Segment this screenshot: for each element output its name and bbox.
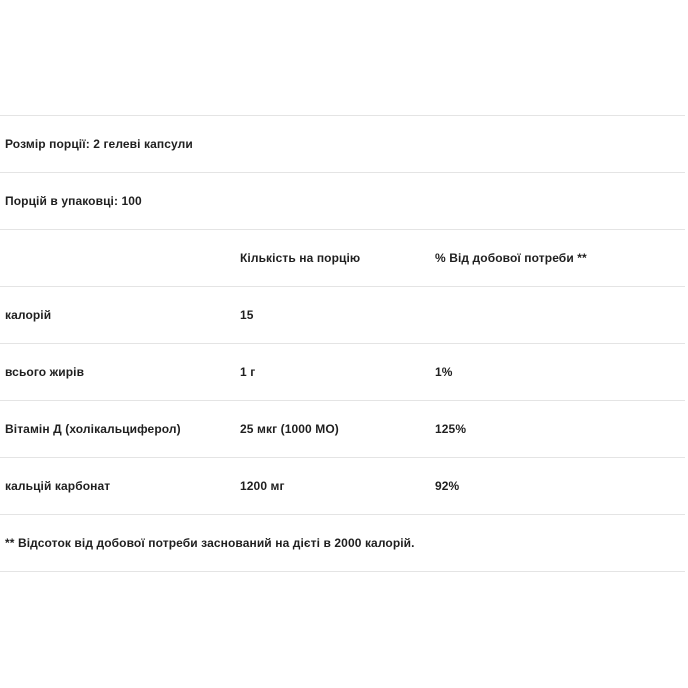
footnote-row	[0, 515, 685, 572]
header-amount: Кількість на порцію	[240, 251, 361, 265]
servings-per-container-row	[0, 173, 685, 230]
table-row	[0, 401, 685, 458]
table-row	[0, 458, 685, 515]
nutrient-name: Вітамін Д (холікальциферол)	[5, 422, 181, 436]
nutrient-daily-value: 1%	[435, 365, 453, 379]
table-row	[0, 287, 685, 344]
nutrient-name: кальцій карбонат	[5, 479, 111, 493]
nutrient-amount: 25 мкг (1000 МО)	[240, 422, 339, 436]
nutrient-name: калорій	[5, 308, 52, 322]
supplement-facts-table	[0, 115, 685, 572]
nutrient-amount: 1 г	[240, 365, 256, 379]
table-row	[0, 344, 685, 401]
serving-size-text: Розмір порції: 2 гелеві капсули	[5, 137, 193, 151]
nutrient-amount: 15	[240, 308, 254, 322]
nutrient-amount: 1200 мг	[240, 479, 285, 493]
table-header-row	[0, 230, 685, 287]
nutrient-daily-value: 92%	[435, 479, 460, 493]
serving-size-row	[0, 116, 685, 173]
header-daily-value: % Від добової потреби **	[435, 251, 587, 265]
footnote-text: ** Відсоток від добової потреби заснований на дієті в 2000 калорій.	[5, 536, 415, 550]
nutrient-daily-value: 125%	[435, 422, 467, 436]
servings-per-container-text: Порцій в упаковці: 100	[5, 194, 142, 208]
nutrient-name: всього жирів	[5, 365, 85, 379]
